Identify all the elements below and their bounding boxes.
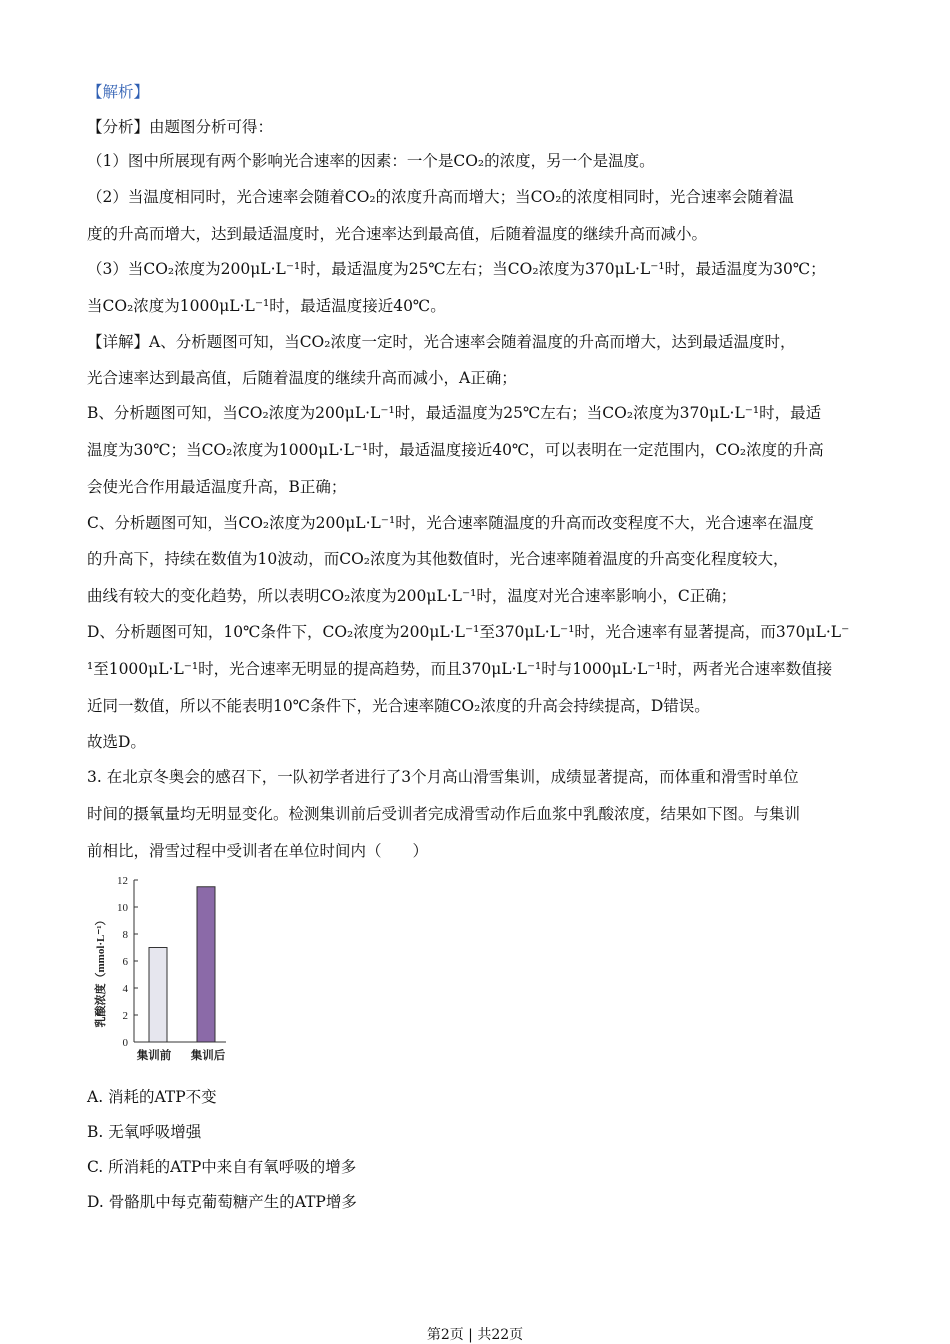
detail-paragraph: 光合速率达到最高值，后随着温度的继续升高而减小，A正确；	[87, 369, 517, 387]
answer-line: 故选D。	[87, 733, 146, 751]
detail-paragraph: B、分析题图可知，当CO₂浓度为200μL·L⁻¹时，最适温度为25℃左右；当CO₂浓度为370μL·L⁻¹时，最适	[87, 404, 822, 422]
bar-before	[149, 948, 167, 1043]
question-text: 3. 在北京冬奥会的感召下，一队初学者进行了3个月高山滑雪集训，成绩显著提高，而体重和滑雪时单位	[87, 768, 799, 786]
detail-paragraph: 曲线有较大的变化趋势，所以表明CO₂浓度为200μL·L⁻¹时，温度对光合速率影响小，C正确；	[87, 587, 737, 605]
analysis-paragraph: 当CO₂浓度为1000μL·L⁻¹时，最适温度接近40℃。	[87, 297, 446, 315]
detail-paragraph: 的升高下，持续在数值为10波动，而CO₂浓度为其他数值时，光合速率随着温度的升高变化程度较大，	[87, 550, 789, 568]
category-label: 集训后	[190, 1050, 226, 1062]
section-label: 【解析】	[87, 83, 150, 101]
y-tick-label: 8	[122, 929, 128, 941]
option-d: D. 骨骼肌中每克葡萄糖产生的ATP增多	[87, 1193, 357, 1211]
detail-paragraph: ¹至1000μL·L⁻¹时，光合速率无明显的提高趋势，而且370μL·L⁻¹时与1000μL·L⁻¹时，两者光合速率数值接	[87, 660, 833, 678]
y-axis-label: 乳酸浓度（mmol·L⁻¹）	[95, 914, 107, 1028]
analysis-paragraph: （1）图中所展现有两个影响光合速率的因素：一个是CO₂的浓度，另一个是温度。	[87, 152, 655, 170]
bar-after	[197, 887, 215, 1042]
question-text: 时间的摄氧量均无明显变化。检测集训前后受训者完成滑雪动作后血浆中乳酸浓度，结果如下图。与集训	[87, 805, 801, 823]
lactate-bar-chart	[92, 870, 242, 1070]
detail-paragraph: C、分析题图可知，当CO₂浓度为200μL·L⁻¹时，光合速率随温度的升高而改变程度不大，光合速率在温度	[87, 514, 814, 532]
y-tick-label: 12	[117, 875, 128, 887]
option-a: A. 消耗的ATP不变	[87, 1088, 217, 1106]
y-tick-label: 6	[122, 956, 128, 968]
analysis-paragraph: 度的升高而增大，达到最适温度时，光合速率达到最高值，后随着温度的继续升高而减小。	[87, 225, 708, 243]
analysis-paragraph: （2）当温度相同时，光合速率会随着CO₂的浓度升高而增大；当CO₂的浓度相同时，光合速率会随着温	[87, 188, 794, 206]
page-footer: 第2页 | 共22页	[426, 1327, 524, 1343]
detail-paragraph: D、分析题图可知，10℃条件下，CO₂浓度为200μL·L⁻¹至370μL·L⁻¹时，光合速率有显著提高，而370μL·L⁻	[87, 623, 850, 641]
y-tick-label: 2	[122, 1010, 128, 1022]
analysis-heading: 【分析】由题图分析可得：	[87, 118, 274, 136]
y-tick-label: 10	[117, 902, 128, 914]
y-tick-label: 0	[122, 1037, 128, 1049]
option-c: C. 所消耗的ATP中来自有氧呼吸的增多	[87, 1158, 357, 1176]
question-text: 前相比，滑雪过程中受训者在单位时间内（ ）	[87, 842, 429, 860]
detail-paragraph: 温度为30℃；当CO₂浓度为1000μL·L⁻¹时，最适温度接近40℃，可以表明在一定范围内，CO₂浓度的升高	[87, 441, 824, 459]
detail-paragraph: 近同一数值，所以不能表明10℃条件下，光合速率随CO₂浓度的升高会持续提高，D错误。	[87, 697, 710, 715]
analysis-paragraph: （3）当CO₂浓度为200μL·L⁻¹时，最适温度为25℃左右；当CO₂浓度为370μL·L⁻¹时，最适温度为30℃；	[87, 260, 826, 278]
option-b: B. 无氧呼吸增强	[87, 1123, 202, 1141]
detail-paragraph: 【详解】A、分析题图可知，当CO₂浓度一定时，光合速率会随着温度的升高而增大，达到最适温度时，	[87, 333, 796, 351]
detail-paragraph: 会使光合作用最适温度升高，B正确；	[87, 478, 347, 496]
category-label: 集训前	[136, 1050, 172, 1062]
y-tick-label: 4	[122, 983, 128, 995]
